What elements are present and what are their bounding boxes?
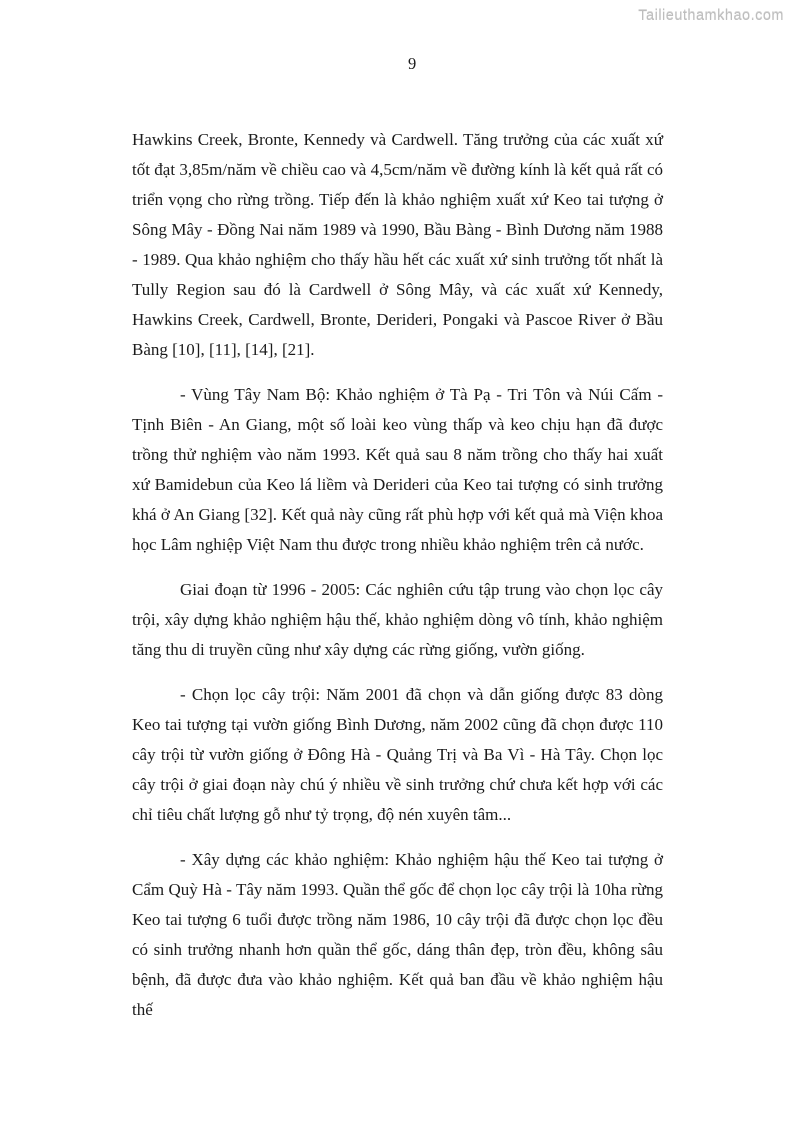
watermark: Tailieuthamkhao.com <box>638 8 784 24</box>
document-body <box>132 125 663 1040</box>
paragraph: Hawkins Creek, Bronte, Kennedy và Cardwell. Tăng trưởng của các xuất xứ tốt đạt 3,85m/năm về chiều cao và 4,5cm/năm về đường kính là kết quả rất có triển vọng cho rừng trồng. Tiếp đến là khảo nghiệm xuất xứ Keo tai tượng ở Sông Mây - Đồng Nai năm 1989 và 1990, Bầu Bàng - Bình Dương năm 1988 - 1989. Qua khảo nghiệm cho thấy hầu hết các xuất xứ sinh trưởng tốt nhất là Tully Region sau đó là Cardwell ở Sông Mây, và các xuất xứ Kennedy, Hawkins Creek, Cardwell, Bronte, Derideri, Pongaki và Pascoe River ở Bầu Bàng [10], [11], [14], [21]. <box>132 130 663 359</box>
paragraph: - Xây dựng các khảo nghiệm: Khảo nghiệm hậu thế Keo tai tượng ở Cẩm Quỳ Hà - Tây năm 1993. Quần thể gốc để chọn lọc cây trội là 10ha rừng Keo tai tượng 6 tuổi được trồng năm 1986, 10 cây trội đã được chọn lọc đều có sinh trưởng nhanh hơn quần thể gốc, dáng thân đẹp, tròn đều, không sâu bệnh, đã được đưa vào khảo nghiệm. Kết quả ban đầu về khảo nghiệm hậu thế <box>132 850 663 1019</box>
paragraph: - Vùng Tây Nam Bộ: Khảo nghiệm ở Tà Pạ - Tri Tôn và Núi Cấm - Tịnh Biên - An Giang, một số loài keo vùng thấp và keo chịu hạn đã được trồng thử nghiệm vào năm 1993. Kết quả sau 8 năm trồng cho thấy hai xuất xứ Bamidebun của Keo lá liềm và Derideri của Keo tai tượng có sinh trưởng khá ở An Giang [32]. Kết quả này cũng rất phù hợp với kết quả mà Viện khoa học Lâm nghiệp Việt Nam thu được trong nhiều khảo nghiệm trên cả nước. <box>132 385 663 554</box>
page-number: 9 <box>408 54 417 73</box>
paragraph: Giai đoạn từ 1996 - 2005: Các nghiên cứu tập trung vào chọn lọc cây trội, xây dựng khảo nghiệm hậu thế, khảo nghiệm dòng vô tính, khảo nghiệm tăng thu di truyền cũng như xây dựng các rừng giống, vườn giống. <box>132 580 663 659</box>
paragraph: - Chọn lọc cây trội: Năm 2001 đã chọn và dẫn giống được 83 dòng Keo tai tượng tại vườn giống Bình Dương, năm 2002 cũng đã chọn được 110 cây trội từ vườn giống ở Đông Hà - Quảng Trị và Ba Vì - Hà Tây. Chọn lọc cây trội ở giai đoạn này chú ý nhiều về sinh trưởng chứ chưa kết hợp với các chỉ tiêu chất lượng gỗ như tỷ trọng, độ nén xuyên tâm... <box>132 685 663 824</box>
